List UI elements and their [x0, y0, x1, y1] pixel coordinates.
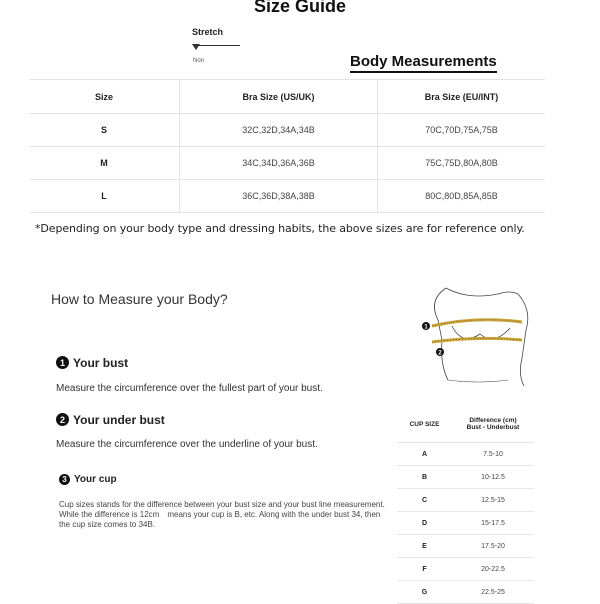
diff-cell: 20-22.5	[452, 558, 534, 581]
size-cell: L	[29, 180, 180, 213]
us-uk-cell: 36C,36D,38A,38B	[180, 180, 378, 213]
header-diff-line1: Difference (cm)	[469, 417, 517, 424]
stretch-scale-line	[194, 45, 240, 46]
cup-cell: B	[397, 466, 452, 489]
cup-cell: E	[397, 535, 452, 558]
header-size: Size	[29, 80, 180, 114]
diff-cell: 12.5-15	[452, 489, 534, 512]
step-3-description: Cup sizes stands for the difference between your bust size and your bust line measurement. While the difference is 12cm means your cup is B, etc. Along with the under bust 34, then the cup size comes to 34B.	[59, 500, 385, 529]
header-cup-size: CUP SIZE	[397, 406, 452, 443]
cup-cell: D	[397, 512, 452, 535]
us-uk-cell: 32C,32D,34A,34B	[180, 114, 378, 147]
step-2-heading	[56, 412, 165, 427]
size-table-header	[29, 80, 545, 114]
table-row	[397, 489, 534, 512]
header-us-uk: Bra Size (US/UK)	[180, 80, 378, 114]
eu-int-cell: 75C,75D,80A,80B	[378, 147, 546, 180]
page-title: Size Guide	[253, 0, 347, 16]
size-cell: M	[29, 147, 180, 180]
diff-cell: 22.5-25	[452, 581, 534, 604]
step-title: Your under bust	[73, 412, 165, 427]
step-2-description: Measure the circumference over the underline of your bust.	[56, 439, 318, 450]
header-diff-line2: Bust - Underbust	[466, 424, 520, 431]
table-row	[29, 180, 545, 213]
cup-size-table	[397, 406, 534, 604]
cup-cell: C	[397, 489, 452, 512]
number-1-icon: 1	[56, 356, 69, 369]
diff-cell: 15-17.5	[452, 512, 534, 535]
stretch-level: Non	[193, 58, 205, 64]
diff-cell: 7.5-10	[452, 443, 534, 466]
figure-label-2: 2	[438, 350, 442, 357]
table-row	[29, 114, 545, 147]
table-row	[397, 581, 534, 604]
step-1-description: Measure the circumference over the fullest part of your bust.	[56, 383, 323, 394]
number-2-icon: 2	[56, 413, 69, 426]
table-row	[397, 443, 534, 466]
eu-int-cell: 70C,70D,75A,75B	[378, 114, 546, 147]
table-row	[397, 558, 534, 581]
table-row	[397, 466, 534, 489]
table-row	[29, 147, 545, 180]
step-title: Your bust	[73, 355, 129, 370]
table-row	[397, 512, 534, 535]
diff-cell: 17.5-20	[452, 535, 534, 558]
body-measurement-figure-icon	[418, 280, 538, 390]
cup-table-header	[397, 406, 534, 443]
size-table	[29, 79, 545, 213]
stretch-marker-icon	[192, 44, 200, 50]
header-difference	[452, 406, 534, 443]
step-title: Your cup	[74, 474, 117, 485]
cup-cell: G	[397, 581, 452, 604]
header-eu-int: Bra Size (EU/INT)	[378, 80, 546, 114]
step-3-heading	[59, 474, 117, 485]
size-cell: S	[29, 114, 180, 147]
body-measurements-heading: Body Measurements	[350, 53, 497, 73]
how-to-heading: How to Measure your Body?	[51, 291, 228, 307]
eu-int-cell: 80C,80D,85A,85B	[378, 180, 546, 213]
table-row	[397, 535, 534, 558]
cup-cell: A	[397, 443, 452, 466]
size-note: *Depending on your body type and dressing habits, the above sizes are for reference only.	[35, 222, 525, 235]
stretch-label: Stretch	[192, 27, 224, 37]
cup-cell: F	[397, 558, 452, 581]
step-1-heading	[56, 355, 128, 370]
diff-cell: 10-12.5	[452, 466, 534, 489]
number-3-icon: 3	[59, 474, 70, 485]
us-uk-cell: 34C,34D,36A,36B	[180, 147, 378, 180]
figure-label-1: 1	[424, 324, 428, 331]
